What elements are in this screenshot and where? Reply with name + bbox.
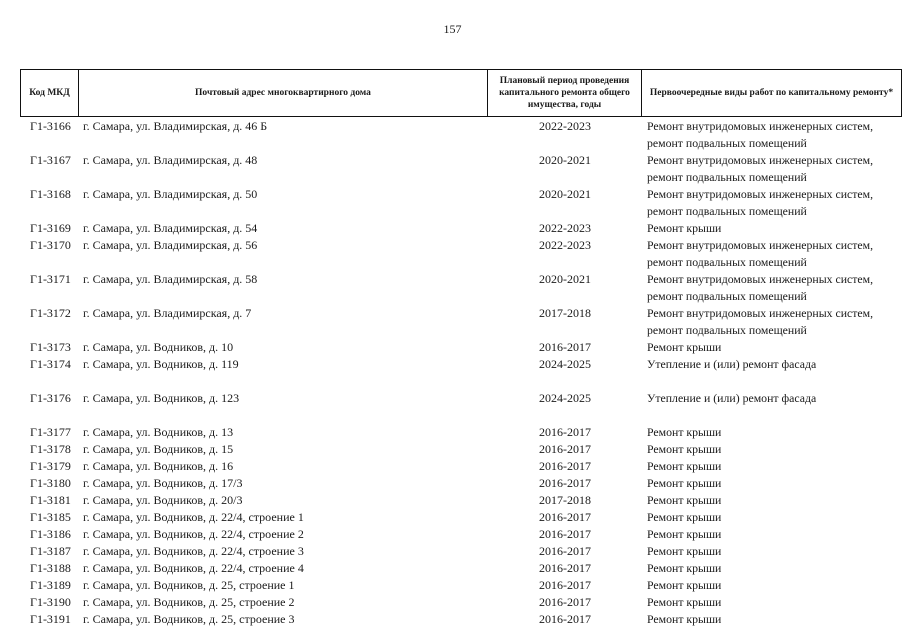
works-cell: Ремонт внутридомовых инженерных систем, ремонт подвальных помещений — [647, 153, 874, 184]
code-cell: Г1-3185 — [30, 510, 71, 524]
period-cell: 2016-2017 — [539, 510, 591, 524]
code-cell: Г1-3177 — [30, 425, 71, 439]
code-cell: Г1-3187 — [30, 544, 71, 558]
address-cell: г. Самара, ул. Водников, д. 10 — [83, 340, 234, 354]
works-cell: Утепление и (или) ремонт фасада — [647, 357, 817, 371]
period-cell: 2016-2017 — [539, 595, 591, 609]
page-number: 157 — [443, 22, 462, 36]
code-cell: Г1-3169 — [30, 221, 71, 235]
period-cell: 2024-2025 — [539, 357, 591, 371]
code-cell: Г1-3174 — [30, 357, 71, 371]
period-cell: 2024-2025 — [539, 391, 591, 405]
table-row — [0, 220, 905, 237]
address-cell: г. Самара, ул. Владимирская, д. 50 — [83, 187, 258, 201]
address-cell: г. Самара, ул. Водников, д. 17/3 — [83, 476, 243, 490]
works-cell: Ремонт крыши — [647, 493, 722, 507]
period-cell: 2016-2017 — [539, 544, 591, 558]
works-cell: Ремонт крыши — [647, 595, 722, 609]
table-row — [0, 492, 905, 509]
works-cell: Ремонт внутридомовых инженерных систем, ремонт подвальных помещений — [647, 119, 874, 150]
works-cell: Ремонт внутридомовых инженерных систем, ремонт подвальных помещений — [647, 238, 874, 269]
period-cell: 2022-2023 — [539, 221, 591, 235]
table-row — [0, 577, 905, 594]
code-cell: Г1-3168 — [30, 187, 71, 201]
works-cell: Ремонт внутридомовых инженерных систем, ремонт подвальных помещений — [647, 272, 874, 303]
works-cell: Ремонт крыши — [647, 221, 722, 235]
period-cell: 2016-2017 — [539, 561, 591, 575]
table-body — [0, 118, 905, 628]
works-cell: Ремонт крыши — [647, 340, 722, 354]
address-cell: г. Самара, ул. Водников, д. 22/4, строение 3 — [83, 544, 304, 558]
address-cell: г. Самара, ул. Владимирская, д. 48 — [83, 153, 258, 167]
table-row — [0, 271, 905, 305]
code-cell: Г1-3170 — [30, 238, 71, 252]
table-row — [0, 560, 905, 577]
period-cell: 2016-2017 — [539, 476, 591, 490]
address-cell: г. Самара, ул. Водников, д. 22/4, строение 2 — [83, 527, 304, 541]
address-cell: г. Самара, ул. Водников, д. 25, строение 1 — [83, 578, 295, 592]
code-cell: Г1-3166 — [30, 119, 71, 133]
period-cell: 2016-2017 — [539, 459, 591, 473]
address-cell: г. Самара, ул. Водников, д. 22/4, строение 1 — [83, 510, 304, 524]
header-period: Плановый период проведения капитального ремонта общего имущества, годы — [488, 70, 642, 116]
address-cell: г. Самара, ул. Водников, д. 123 — [83, 391, 240, 405]
table-row — [0, 118, 905, 152]
period-cell: 2016-2017 — [539, 442, 591, 456]
period-cell: 2016-2017 — [539, 340, 591, 354]
period-cell: 2016-2017 — [539, 527, 591, 541]
code-cell: Г1-3186 — [30, 527, 71, 541]
period-cell: 2016-2017 — [539, 425, 591, 439]
table-header — [20, 69, 902, 117]
code-cell: Г1-3167 — [30, 153, 71, 167]
code-cell: Г1-3176 — [30, 391, 71, 405]
works-cell: Ремонт крыши — [647, 561, 722, 575]
table-row — [0, 186, 905, 220]
address-cell: г. Самара, ул. Владимирская, д. 7 — [83, 306, 252, 320]
address-cell: г. Самара, ул. Водников, д. 15 — [83, 442, 234, 456]
address-cell: г. Самара, ул. Водников, д. 16 — [83, 459, 234, 473]
works-cell: Ремонт крыши — [647, 544, 722, 558]
works-cell: Ремонт крыши — [647, 510, 722, 524]
code-cell: Г1-3172 — [30, 306, 71, 320]
period-cell: 2020-2021 — [539, 187, 591, 201]
works-cell: Ремонт крыши — [647, 459, 722, 473]
period-cell: 2020-2021 — [539, 272, 591, 286]
code-cell: Г1-3191 — [30, 612, 71, 626]
code-cell: Г1-3189 — [30, 578, 71, 592]
header-code: Код МКД — [21, 70, 79, 116]
works-cell: Ремонт крыши — [647, 578, 722, 592]
address-cell: г. Самара, ул. Водников, д. 13 — [83, 425, 234, 439]
period-cell: 2017-2018 — [539, 493, 591, 507]
table-row — [0, 339, 905, 356]
address-cell: г. Самара, ул. Владимирская, д. 54 — [83, 221, 258, 235]
table-row — [0, 152, 905, 186]
period-cell: 2016-2017 — [539, 578, 591, 592]
works-cell: Ремонт крыши — [647, 476, 722, 490]
works-cell: Ремонт внутридомовых инженерных систем, ремонт подвальных помещений — [647, 306, 874, 337]
header-address: Почтовый адрес многоквартирного дома — [79, 70, 488, 116]
table-row — [0, 526, 905, 543]
period-cell: 2022-2023 — [539, 119, 591, 133]
table-row — [0, 356, 905, 390]
period-cell: 2017-2018 — [539, 306, 591, 320]
address-cell: г. Самара, ул. Владимирская, д. 58 — [83, 272, 258, 286]
address-cell: г. Самара, ул. Водников, д. 25, строение 3 — [83, 612, 295, 626]
works-cell: Ремонт крыши — [647, 612, 722, 626]
period-cell: 2020-2021 — [539, 153, 591, 167]
code-cell: Г1-3178 — [30, 442, 71, 456]
period-cell: 2022-2023 — [539, 238, 591, 252]
address-cell: г. Самара, ул. Водников, д. 25, строение 2 — [83, 595, 295, 609]
works-cell: Ремонт крыши — [647, 425, 722, 439]
code-cell: Г1-3190 — [30, 595, 71, 609]
address-cell: г. Самара, ул. Водников, д. 22/4, строение 4 — [83, 561, 304, 575]
address-cell: г. Самара, ул. Владимирская, д. 56 — [83, 238, 258, 252]
code-cell: Г1-3173 — [30, 340, 71, 354]
header-works: Первоочередные виды работ по капитальному ремонту* — [649, 88, 894, 98]
table-row — [0, 543, 905, 560]
table-row — [0, 611, 905, 628]
code-cell: Г1-3188 — [30, 561, 71, 575]
table-row — [0, 237, 905, 271]
works-cell: Ремонт внутридомовых инженерных систем, ремонт подвальных помещений — [647, 187, 874, 218]
table-row — [0, 390, 905, 424]
table-row — [0, 424, 905, 441]
code-cell: Г1-3179 — [30, 459, 71, 473]
table-row — [0, 475, 905, 492]
address-cell: г. Самара, ул. Водников, д. 20/3 — [83, 493, 243, 507]
table-row — [0, 305, 905, 339]
works-cell: Ремонт крыши — [647, 442, 722, 456]
table-row — [0, 509, 905, 526]
code-cell: Г1-3181 — [30, 493, 71, 507]
period-cell: 2016-2017 — [539, 612, 591, 626]
table-row — [0, 594, 905, 611]
code-cell: Г1-3171 — [30, 272, 71, 286]
table-row — [0, 458, 905, 475]
address-cell: г. Самара, ул. Владимирская, д. 46 Б — [83, 119, 268, 133]
address-cell: г. Самара, ул. Водников, д. 119 — [83, 357, 239, 371]
works-cell: Утепление и (или) ремонт фасада — [647, 391, 817, 405]
table-row — [0, 441, 905, 458]
code-cell: Г1-3180 — [30, 476, 71, 490]
works-cell: Ремонт крыши — [647, 527, 722, 541]
